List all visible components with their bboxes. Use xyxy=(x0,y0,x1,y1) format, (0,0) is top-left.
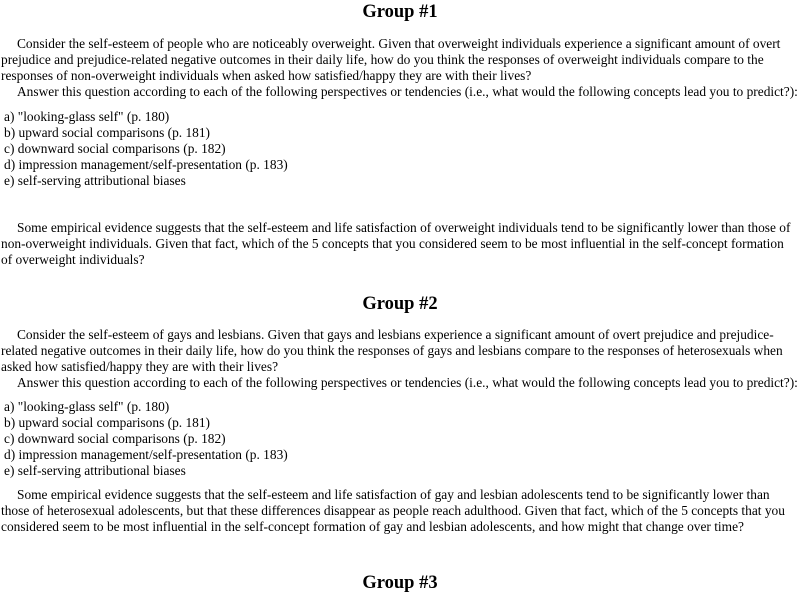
group-3-section xyxy=(0,572,800,594)
list-item: b) upward social comparisons (p. 181) xyxy=(4,125,211,140)
group-3-heading: Group #3 xyxy=(362,573,438,593)
list-item: b) upward social comparisons (p. 181) xyxy=(4,415,211,430)
list-item: d) impression management/self-presentation (p. 183) xyxy=(4,447,288,462)
group-1-heading: Group #1 xyxy=(362,2,438,22)
list-item: c) downward social comparisons (p. 182) xyxy=(4,431,226,446)
group-2-evidence-paragraph: Some empirical evidence suggests that the self-esteem and life satisfaction of gay and lesbian adolescents tend to be significantly lower than those of heterosexual adolescents, but that these differences disappear as people reach adulthood. Given that fact, which of the 5 concepts that you considered seem to be most influential in the self-concept formation of gay and lesbian adolescents, and how might that change over time? xyxy=(1,487,785,534)
group-2-intro-paragraph: Consider the self-esteem of gays and lesbians. Given that gays and lesbians experience a significant amount of overt prejudice and prejudice-related negative outcomes in their daily life, how do you think the responses of gays and lesbians compare to the responses of heterosexuals when asked how satisfied/happy they are with their lives? xyxy=(1,327,783,374)
list-item: e) self-serving attributional biases xyxy=(4,463,186,478)
list-item: a) "looking-glass self" (p. 180) xyxy=(4,109,170,124)
group-1-evidence-paragraph: Some empirical evidence suggests that the self-esteem and life satisfaction of overweight individuals tend to be significantly lower than those of non-overweight individuals. Given that fact, which of the 5 concepts that you considered seem to be most influential in the self-concept formation of overweight individuals? xyxy=(1,220,791,267)
list-item: e) self-serving attributional biases xyxy=(4,173,186,188)
list-item: c) downward social comparisons (p. 182) xyxy=(4,141,226,156)
group-1-answer-prompt: Answer this question according to each of the following perspectives or tendencies (i.e., what would the following concepts lead you to predict?): xyxy=(17,84,798,99)
group-2-concept-list xyxy=(0,399,800,479)
group-1-section xyxy=(0,1,800,268)
group-1-concept-list xyxy=(0,109,800,189)
list-item: a) "looking-glass self" (p. 180) xyxy=(4,399,170,414)
group-1-intro-paragraph: Consider the self-esteem of people who are noticeably overweight. Given that overweight individuals experience a significant amount of overt prejudice and prejudice-related negative outcomes in their daily life, how do you think the responses of overweight individuals compare to the responses of non-overweight individuals when asked how satisfied/happy they are with their lives? xyxy=(1,36,781,83)
group-2-heading: Group #2 xyxy=(362,294,438,314)
group-2-section xyxy=(0,293,800,535)
group-2-answer-prompt: Answer this question according to each of the following perspectives or tendencies (i.e., what would the following concepts lead you to predict?): xyxy=(17,375,798,390)
list-item: d) impression management/self-presentation (p. 183) xyxy=(4,157,288,172)
